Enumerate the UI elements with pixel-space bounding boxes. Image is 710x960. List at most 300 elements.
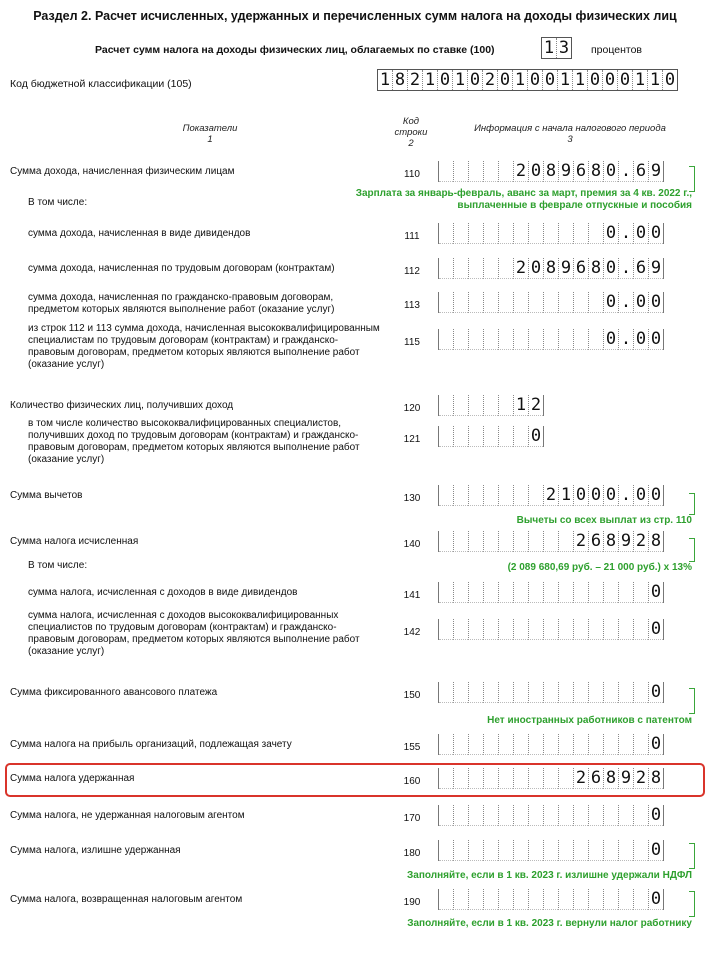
- value-digit-142-cell: [453, 619, 468, 640]
- value-digit-141-cell: [633, 582, 648, 603]
- value-digit-150-cell: [439, 682, 453, 703]
- value-digit-142-cell: [543, 619, 558, 640]
- row-code-155: 155: [403, 742, 421, 753]
- value-digit-140-cell: [528, 531, 543, 552]
- kbk-digit-cell: 0: [542, 70, 557, 90]
- row-code-113: 113: [404, 300, 420, 311]
- value-digit-115-cell: 0: [603, 329, 618, 350]
- value-digit-112-cell: .: [618, 258, 633, 279]
- row-label-140: Сумма налога исчисленная: [10, 536, 139, 547]
- value-digit-121-cell: [453, 426, 468, 447]
- kbk-digit-cell: 8: [392, 70, 407, 90]
- value-digit-111-cell: [543, 223, 558, 244]
- value-digit-112-cell: [453, 258, 468, 279]
- value-digit-140-cell: 2: [633, 531, 648, 552]
- value-digit-113-cell: [558, 292, 573, 313]
- value-digit-150-cell: [468, 682, 483, 703]
- value-digit-170-cell: [468, 805, 483, 826]
- row-label-115: из строк 112 и 113 сумма дохода, начисленная высококвалифицированным специалистам по трудовым договорам (контрактам) и гражданско-правовым договорам, предметом которых являются выполнение работ (оказание услуг): [28, 323, 380, 370]
- kbk-digit-cell: 2: [482, 70, 497, 90]
- value-digit-111-cell: [573, 223, 588, 244]
- value-digit-150-cell: [558, 682, 573, 703]
- value-digit-111-cell: 0: [648, 223, 663, 244]
- value-digit-113-cell: .: [618, 292, 633, 313]
- value-digit-141-cell: [528, 582, 543, 603]
- value-digit-115-cell: [453, 329, 468, 350]
- value-digit-190-cell: [468, 889, 483, 910]
- col2-header: [386, 116, 436, 149]
- col3-header: [445, 123, 695, 145]
- kbk-digit-cell: 0: [437, 70, 452, 90]
- value-digit-113-cell: [528, 292, 543, 313]
- row-label-155: Сумма налога на прибыль организаций, подлежащая зачету: [10, 739, 292, 750]
- value-digit-150-cell: [513, 682, 528, 703]
- value-digit-112-cell: 6: [633, 258, 648, 279]
- value-digit-130-cell: .: [618, 485, 633, 506]
- value-digit-110-cell: 0: [528, 161, 543, 182]
- note-line-190: Заполняйте, если в 1 кв. 2023 г. вернули налог работнику: [407, 918, 692, 929]
- rate-digit-cell: 1: [543, 38, 555, 58]
- value-digit-141-cell: [439, 582, 453, 603]
- value-digit-160-cell: 6: [588, 768, 603, 789]
- kbk-digit-cell: 1: [452, 70, 467, 90]
- value-digit-155-cell: [633, 734, 648, 755]
- value-digit-140-cell: 6: [588, 531, 603, 552]
- value-digit-190-cell: [483, 889, 498, 910]
- value-digit-120-cell: [498, 395, 513, 416]
- row-code-112: 112: [404, 266, 420, 277]
- value-digit-170-cell: [483, 805, 498, 826]
- value-digit-111-cell: [528, 223, 543, 244]
- row-label-141: сумма налога, исчисленная с доходов в виде дивидендов: [28, 587, 298, 598]
- value-digit-115-cell: [543, 329, 558, 350]
- kbk-digit-cell: 0: [497, 70, 512, 90]
- value-digit-140-cell: [483, 531, 498, 552]
- value-digit-115-cell: .: [618, 329, 633, 350]
- value-digit-180-cell: [603, 840, 618, 861]
- value-digit-115-cell: [439, 329, 453, 350]
- kbk-digit-cell: 0: [587, 70, 602, 90]
- value-digit-150-cell: [483, 682, 498, 703]
- value-digit-170-cell: 0: [648, 805, 663, 826]
- value-digit-113-cell: 0: [648, 292, 663, 313]
- value-digit-155-cell: [543, 734, 558, 755]
- value-digit-130-cell: [453, 485, 468, 506]
- value-digit-170-cell: [573, 805, 588, 826]
- value-digit-140-cell: [498, 531, 513, 552]
- value-digit-111-cell: [439, 223, 453, 244]
- value-digit-190-cell: [439, 889, 453, 910]
- value-digit-180-cell: [468, 840, 483, 861]
- value-digit-160-cell: 8: [648, 768, 663, 789]
- value-digit-112-cell: 0: [528, 258, 543, 279]
- note-line-110: [356, 188, 692, 212]
- value-digit-120-cell: 2: [528, 395, 543, 416]
- value-digit-111-cell: [513, 223, 528, 244]
- kbk-digit-cell: 1: [422, 70, 437, 90]
- kbk-digit-cell: 0: [617, 70, 632, 90]
- row-label-121: в том числе количество высококвалифицированных специалистов, получивших доход по трудовым договорам (контрактам) и гражданско-правовым договорам, предметом которых являются выполнение работ (оказание услуг): [28, 418, 360, 465]
- value-digit-180-cell: [588, 840, 603, 861]
- value-digit-130-cell: [513, 485, 528, 506]
- row-code-120: 120: [403, 403, 421, 414]
- rate-subtitle: Расчет сумм налога на доходы физических лиц, облагаемых по ставке (100): [95, 44, 495, 56]
- value-digit-150-cell: [453, 682, 468, 703]
- value-digit-141-cell: [468, 582, 483, 603]
- note-bracket-180: [689, 843, 695, 869]
- value-digit-141-cell: [603, 582, 618, 603]
- row-label-160: Сумма налога удержанная: [10, 773, 135, 784]
- rate-unit-label: процентов: [591, 44, 643, 56]
- value-digit-130-cell: [483, 485, 498, 506]
- value-digit-120-cell: [468, 395, 483, 416]
- value-digit-142-cell: [468, 619, 483, 640]
- value-digit-140-cell: [453, 531, 468, 552]
- value-digit-190-cell: [498, 889, 513, 910]
- value-digit-113-cell: [588, 292, 603, 313]
- value-digit-141-cell: [588, 582, 603, 603]
- value-digit-113-cell: 0: [633, 292, 648, 313]
- value-digit-170-cell: [603, 805, 618, 826]
- value-digit-140-cell: 2: [573, 531, 588, 552]
- value-digit-190-cell: [513, 889, 528, 910]
- value-digit-155-cell: [468, 734, 483, 755]
- value-digit-112-cell: 2: [513, 258, 528, 279]
- col3-number: 3: [567, 134, 573, 145]
- row-label-111: сумма дохода, начисленная в виде дивидендов: [28, 228, 251, 239]
- value-digit-110-cell: 6: [633, 161, 648, 182]
- value-digit-141-cell: [618, 582, 633, 603]
- value-digit-155-cell: [513, 734, 528, 755]
- value-digit-155-cell: 0: [648, 734, 663, 755]
- value-digit-190-cell: [588, 889, 603, 910]
- value-digit-110-cell: 6: [573, 161, 588, 182]
- row-label-112: сумма дохода, начисленная по трудовым договорам (контрактам): [28, 263, 335, 274]
- value-digit-111-cell: [498, 223, 513, 244]
- note-bracket-130: [689, 493, 695, 515]
- value-digit-160-cell: 2: [573, 768, 588, 789]
- value-digit-155-cell: [528, 734, 543, 755]
- rate-field[interactable]: [541, 37, 572, 59]
- value-field-140[interactable]: [438, 531, 664, 552]
- kbk-digit-cell: 0: [527, 70, 542, 90]
- value-digit-110-cell: 9: [648, 161, 663, 182]
- value-digit-190-cell: [543, 889, 558, 910]
- value-digit-142-cell: [573, 619, 588, 640]
- rate-digit-cell: 3: [556, 38, 571, 58]
- value-digit-115-cell: [558, 329, 573, 350]
- value-digit-115-cell: [528, 329, 543, 350]
- value-digit-140-cell: [439, 531, 453, 552]
- value-digit-113-cell: [453, 292, 468, 313]
- value-digit-190-cell: 0: [648, 889, 663, 910]
- value-digit-130-cell: [439, 485, 453, 506]
- note-line-140: (2 089 680,69 руб. – 21 000 руб.) x 13%: [507, 562, 692, 573]
- value-digit-142-cell: [483, 619, 498, 640]
- value-digit-140-cell: 8: [603, 531, 618, 552]
- value-digit-110-cell: 0: [603, 161, 618, 182]
- row-label-180: Сумма налога, излишне удержанная: [10, 845, 181, 856]
- row-label-113: сумма дохода, начисленная по гражданско-правовым договорам, предметом которых являются выполнение работ (оказание услуг): [28, 292, 335, 315]
- col2-title-a: Код: [402, 116, 420, 127]
- value-digit-180-cell: [543, 840, 558, 861]
- value-digit-170-cell: [633, 805, 648, 826]
- value-digit-111-cell: 0: [633, 223, 648, 244]
- value-digit-180-cell: 0: [648, 840, 663, 861]
- value-digit-180-cell: [618, 840, 633, 861]
- note-bracket-110: [689, 166, 695, 192]
- value-digit-130-cell: 1: [558, 485, 573, 506]
- value-digit-113-cell: [573, 292, 588, 313]
- value-digit-110-cell: 9: [558, 161, 573, 182]
- kbk-digit-cell: 0: [602, 70, 617, 90]
- note-bracket-190: [689, 891, 695, 917]
- value-digit-190-cell: [633, 889, 648, 910]
- note-bracket-140: [689, 538, 695, 562]
- value-digit-150-cell: [498, 682, 513, 703]
- value-digit-180-cell: [453, 840, 468, 861]
- value-digit-150-cell: [588, 682, 603, 703]
- value-digit-180-cell: [513, 840, 528, 861]
- value-digit-180-cell: [633, 840, 648, 861]
- value-digit-111-cell: [558, 223, 573, 244]
- value-field-170[interactable]: [438, 805, 664, 826]
- value-digit-121-cell: [468, 426, 483, 447]
- row-code-170: 170: [403, 813, 421, 824]
- value-digit-142-cell: [528, 619, 543, 640]
- kbk-digit-cell: 0: [467, 70, 482, 90]
- value-field-130[interactable]: [438, 485, 664, 506]
- row-code-150: 150: [403, 690, 421, 701]
- note-bracket-150: [689, 688, 695, 714]
- value-digit-170-cell: [543, 805, 558, 826]
- kbk-digit-cell: 1: [512, 70, 527, 90]
- value-digit-111-cell: [468, 223, 483, 244]
- col1-title: Показатели: [182, 123, 238, 134]
- value-digit-110-cell: 8: [588, 161, 603, 182]
- value-field-120[interactable]: [438, 395, 544, 416]
- value-digit-155-cell: [603, 734, 618, 755]
- value-digit-112-cell: [483, 258, 498, 279]
- value-digit-155-cell: [439, 734, 453, 755]
- value-digit-130-cell: [498, 485, 513, 506]
- value-digit-112-cell: [468, 258, 483, 279]
- value-digit-130-cell: [468, 485, 483, 506]
- row-code-190: 190: [403, 897, 421, 908]
- value-digit-115-cell: [498, 329, 513, 350]
- value-digit-160-cell: 9: [618, 768, 633, 789]
- value-digit-180-cell: [483, 840, 498, 861]
- value-digit-170-cell: [558, 805, 573, 826]
- value-field-110[interactable]: [438, 161, 664, 182]
- value-field-155[interactable]: [438, 734, 664, 755]
- value-digit-170-cell: [588, 805, 603, 826]
- value-digit-150-cell: [528, 682, 543, 703]
- value-digit-142-cell: [498, 619, 513, 640]
- value-digit-121-cell: [513, 426, 528, 447]
- value-digit-140-cell: 9: [618, 531, 633, 552]
- value-digit-141-cell: [573, 582, 588, 603]
- value-digit-111-cell: 0: [603, 223, 618, 244]
- value-digit-110-cell: [468, 161, 483, 182]
- kbk-digit-cell: 1: [557, 70, 572, 90]
- row-label-170: Сумма налога, не удержанная налоговым агентом: [10, 810, 245, 821]
- col2-title-b: строки: [394, 127, 428, 138]
- value-digit-170-cell: [528, 805, 543, 826]
- value-field-150[interactable]: [438, 682, 664, 703]
- value-digit-113-cell: [513, 292, 528, 313]
- value-field-113[interactable]: [438, 292, 664, 313]
- value-digit-150-cell: [618, 682, 633, 703]
- value-digit-115-cell: [513, 329, 528, 350]
- row-code-180: 180: [403, 848, 421, 859]
- value-digit-130-cell: 2: [543, 485, 558, 506]
- note-110-b: выплаченные в феврале отпускные и пособия: [457, 200, 692, 211]
- value-digit-112-cell: 8: [543, 258, 558, 279]
- value-digit-111-cell: [483, 223, 498, 244]
- kbk-digit-cell: 1: [647, 70, 662, 90]
- value-digit-130-cell: 0: [588, 485, 603, 506]
- row-code-111: 111: [404, 231, 420, 242]
- row-label-142: сумма налога, исчисленная с доходов высококвалифицированных специалистов по трудовым договорам (контрактам) и гражданско-правовым договорам, предметом которых являются выполнение работ (оказание услуг): [28, 610, 360, 657]
- value-digit-130-cell: 0: [633, 485, 648, 506]
- value-digit-121-cell: [498, 426, 513, 447]
- value-digit-155-cell: [483, 734, 498, 755]
- value-digit-180-cell: [573, 840, 588, 861]
- value-digit-110-cell: .: [618, 161, 633, 182]
- col3-title: Информация с начала налогового периода: [474, 123, 666, 134]
- kbk-digit-cell: 2: [407, 70, 422, 90]
- value-digit-110-cell: [453, 161, 468, 182]
- value-field-141[interactable]: [438, 582, 664, 603]
- col1-header: [150, 123, 270, 145]
- value-digit-141-cell: [513, 582, 528, 603]
- value-digit-113-cell: [498, 292, 513, 313]
- value-digit-190-cell: [453, 889, 468, 910]
- value-digit-142-cell: [618, 619, 633, 640]
- value-digit-115-cell: [573, 329, 588, 350]
- row-code-140: 140: [403, 539, 421, 550]
- value-digit-140-cell: [468, 531, 483, 552]
- value-digit-160-cell: 8: [603, 768, 618, 789]
- value-field-111[interactable]: [438, 223, 664, 244]
- value-digit-155-cell: [498, 734, 513, 755]
- value-digit-112-cell: 9: [648, 258, 663, 279]
- value-digit-112-cell: 8: [588, 258, 603, 279]
- value-digit-180-cell: [498, 840, 513, 861]
- col2-number: 2: [408, 138, 414, 149]
- value-digit-155-cell: [573, 734, 588, 755]
- value-digit-111-cell: [588, 223, 603, 244]
- value-digit-130-cell: [528, 485, 543, 506]
- section-title: Раздел 2. Расчет исчисленных, удержанных и перечисленных сумм налога на доходы физических лиц: [33, 9, 677, 23]
- row-label-190: Сумма налога, возвращенная налоговым агентом: [10, 894, 243, 905]
- value-digit-160-cell: 2: [633, 768, 648, 789]
- note-line-150: Нет иностранных работников с патентом: [487, 715, 692, 726]
- value-digit-113-cell: 0: [603, 292, 618, 313]
- value-digit-190-cell: [603, 889, 618, 910]
- value-digit-190-cell: [558, 889, 573, 910]
- value-digit-150-cell: [543, 682, 558, 703]
- value-digit-150-cell: [633, 682, 648, 703]
- value-field-112[interactable]: [438, 258, 664, 279]
- note-110-a: Зарплата за январь-февраль, аванс за март, премия за 4 кв. 2022 г.,: [355, 188, 692, 199]
- value-digit-113-cell: [483, 292, 498, 313]
- value-digit-190-cell: [528, 889, 543, 910]
- value-digit-110-cell: [483, 161, 498, 182]
- value-digit-113-cell: [439, 292, 453, 313]
- value-digit-141-cell: [483, 582, 498, 603]
- row-code-110: 110: [404, 169, 420, 180]
- value-digit-120-cell: [439, 395, 453, 416]
- value-digit-120-cell: [483, 395, 498, 416]
- row-label-130: Сумма вычетов: [10, 490, 83, 501]
- value-digit-130-cell: 0: [648, 485, 663, 506]
- value-digit-180-cell: [528, 840, 543, 861]
- value-digit-112-cell: 6: [573, 258, 588, 279]
- value-field-121[interactable]: [438, 426, 544, 447]
- value-digit-190-cell: [573, 889, 588, 910]
- row-code-160: 160: [403, 776, 421, 787]
- value-digit-170-cell: [439, 805, 453, 826]
- value-digit-113-cell: [543, 292, 558, 313]
- value-digit-110-cell: 2: [513, 161, 528, 182]
- value-digit-121-cell: [439, 426, 453, 447]
- kbk-field[interactable]: [377, 69, 678, 91]
- value-digit-115-cell: [588, 329, 603, 350]
- value-field-180[interactable]: [438, 840, 664, 861]
- value-digit-112-cell: [439, 258, 453, 279]
- value-digit-112-cell: 9: [558, 258, 573, 279]
- kbk-digit-cell: 1: [379, 70, 391, 90]
- value-digit-142-cell: [588, 619, 603, 640]
- value-digit-155-cell: [588, 734, 603, 755]
- value-digit-141-cell: [453, 582, 468, 603]
- col1-number: 1: [207, 134, 213, 145]
- row-label-150: Сумма фиксированного авансового платежа: [10, 687, 218, 698]
- value-digit-110-cell: [498, 161, 513, 182]
- value-digit-170-cell: [513, 805, 528, 826]
- value-digit-150-cell: 0: [648, 682, 663, 703]
- row-code-142: 142: [403, 627, 421, 638]
- value-digit-120-cell: 1: [513, 395, 528, 416]
- value-digit-130-cell: 0: [573, 485, 588, 506]
- value-digit-112-cell: [498, 258, 513, 279]
- value-field-142[interactable]: [438, 619, 664, 640]
- value-digit-110-cell: 8: [543, 161, 558, 182]
- value-digit-140-cell: [543, 531, 558, 552]
- value-digit-115-cell: 0: [648, 329, 663, 350]
- value-digit-155-cell: [558, 734, 573, 755]
- value-digit-141-cell: [543, 582, 558, 603]
- value-digit-111-cell: [453, 223, 468, 244]
- value-field-115[interactable]: [438, 329, 664, 350]
- value-digit-115-cell: [483, 329, 498, 350]
- value-digit-142-cell: [439, 619, 453, 640]
- row-code-115: 115: [404, 337, 420, 348]
- kbk-digit-cell: 1: [572, 70, 587, 90]
- value-field-190[interactable]: [438, 889, 664, 910]
- highlight-row-160: [5, 763, 705, 797]
- value-digit-170-cell: [498, 805, 513, 826]
- value-digit-121-cell: 0: [528, 426, 543, 447]
- value-digit-170-cell: [453, 805, 468, 826]
- value-digit-140-cell: [513, 531, 528, 552]
- kbk-digit-cell: 1: [632, 70, 647, 90]
- value-digit-121-cell: [483, 426, 498, 447]
- value-digit-112-cell: 0: [603, 258, 618, 279]
- value-digit-150-cell: [603, 682, 618, 703]
